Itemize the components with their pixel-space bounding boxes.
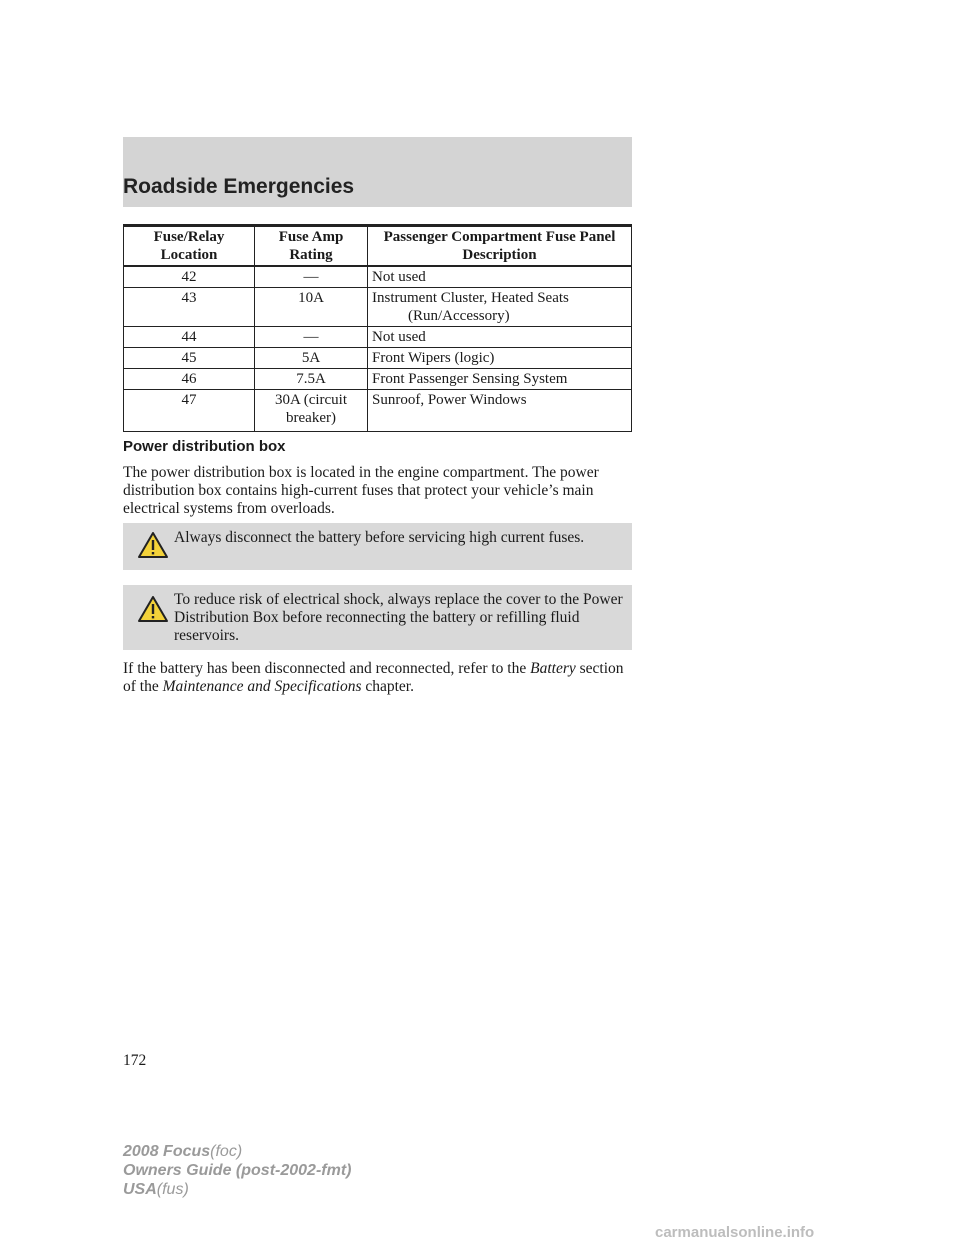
table-row — [124, 327, 632, 348]
footer-region-code: (fus) — [156, 1181, 189, 1198]
footer-line-2: Owners Guide (post-2002-fmt) — [123, 1162, 352, 1179]
fuse-description: Front Passenger Sensing System — [368, 369, 632, 390]
fuse-description: Not used — [368, 327, 632, 348]
battery-section-ref: Battery — [530, 660, 576, 677]
fuse-location: 44 — [124, 327, 255, 348]
table-row — [124, 348, 632, 369]
fuse-description — [368, 288, 632, 327]
warning-triangle-icon — [137, 595, 169, 623]
column-header-description: Passenger Compartment Fuse Panel Description — [368, 226, 632, 267]
fuse-location: 42 — [124, 266, 255, 288]
fuse-location: 45 — [124, 348, 255, 369]
warning-text: Always disconnect the battery before servicing high current fuses. — [174, 529, 585, 546]
column-header-location: Fuse/Relay Location — [124, 226, 255, 267]
watermark: carmanualsonline.info — [655, 1224, 815, 1241]
battery-note-middle: section of the — [123, 660, 624, 695]
warning-text: To reduce risk of electrical shock, always replace the cover to the Power Distribution Box before reconnecting the battery or refilling fluid reservoirs. — [174, 591, 623, 644]
fuse-description: Front Wipers (logic) — [368, 348, 632, 369]
warning-box — [123, 523, 632, 570]
footer-line-3 — [123, 1180, 351, 1199]
footer-region: USA — [123, 1181, 157, 1198]
chapter-title: Roadside Emergencies — [123, 175, 355, 198]
fuse-location: 47 — [124, 390, 255, 432]
warning-box — [123, 585, 632, 650]
table-row — [124, 288, 632, 327]
warning-triangle-icon — [137, 531, 169, 559]
fuse-table — [123, 224, 632, 432]
fuse-rating: 5A — [255, 348, 368, 369]
table-header-row — [124, 226, 632, 267]
fuse-rating: 30A (circuit breaker) — [255, 390, 368, 432]
fuse-description: Not used — [368, 266, 632, 288]
document-footer — [123, 1142, 351, 1199]
fuse-description-line2: (Run/Accessory) — [408, 308, 510, 324]
section-heading: Power distribution box — [123, 438, 286, 455]
battery-note-suffix: chapter. — [365, 678, 414, 695]
fuse-rating: 10A — [255, 288, 368, 327]
fuse-rating: 7.5A — [255, 369, 368, 390]
fuse-rating: — — [255, 327, 368, 348]
chapter-ref: Maintenance and Specifications — [162, 678, 362, 695]
page-number: 172 — [123, 1052, 147, 1069]
fuse-rating: — — [255, 266, 368, 288]
battery-note-prefix: If the battery has been disconnected and reconnected, refer to the — [123, 660, 527, 677]
fuse-description-line1: Instrument Cluster, Heated Seats — [372, 290, 569, 306]
footer-line-1 — [123, 1142, 351, 1161]
fuse-description: Sunroof, Power Windows — [368, 390, 632, 432]
fuse-location: 46 — [124, 369, 255, 390]
table-row — [124, 369, 632, 390]
battery-note — [123, 660, 632, 696]
footer-model-code: (foc) — [210, 1143, 243, 1160]
column-header-rating: Fuse Amp Rating — [255, 226, 368, 267]
table-row — [124, 390, 632, 432]
fuse-location: 43 — [124, 288, 255, 327]
intro-paragraph: The power distribution box is located in the engine compartment. The power distribution box contains high-current fuses that protect your vehicle’s main electrical systems from overloads. — [123, 464, 599, 517]
footer-model: 2008 Focus — [123, 1143, 211, 1160]
table-row — [124, 266, 632, 288]
